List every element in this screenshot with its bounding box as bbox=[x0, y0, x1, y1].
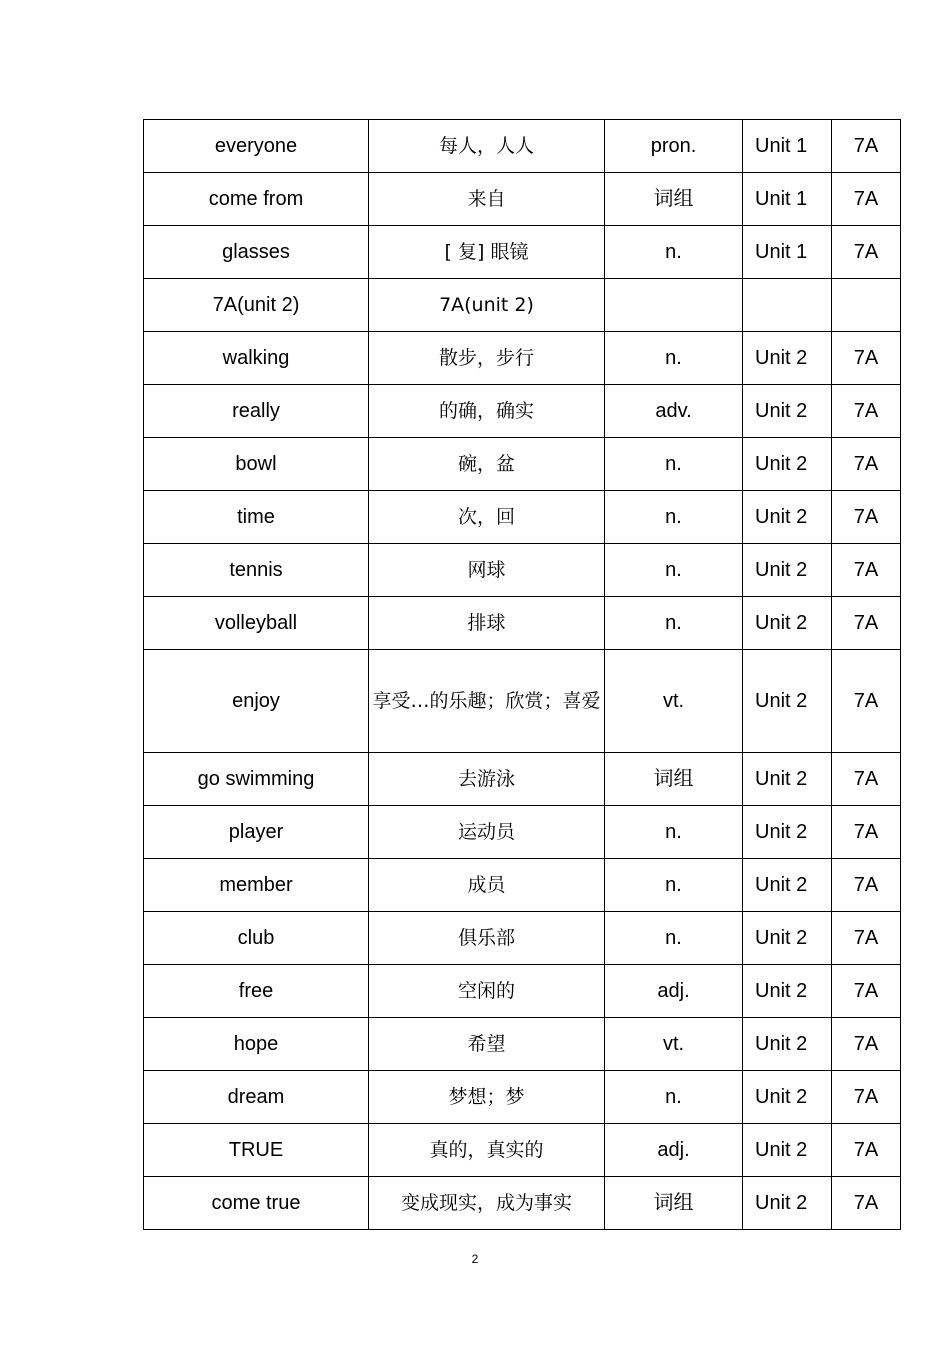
book-cell: 7A bbox=[832, 491, 901, 544]
meaning-cell: 次，回 bbox=[369, 491, 605, 544]
word-cell: tennis bbox=[144, 544, 369, 597]
part-of-speech-cell: n. bbox=[605, 491, 743, 544]
part-of-speech-cell: n. bbox=[605, 912, 743, 965]
part-of-speech-cell: n. bbox=[605, 859, 743, 912]
part-of-speech-cell: n. bbox=[605, 544, 743, 597]
unit-cell: Unit 2 bbox=[743, 912, 832, 965]
meaning-cell: 每人，人人 bbox=[369, 120, 605, 173]
unit-cell: Unit 1 bbox=[743, 173, 832, 226]
meaning-cell: 7A(unit 2) bbox=[369, 279, 605, 332]
part-of-speech-cell: adj. bbox=[605, 965, 743, 1018]
book-cell: 7A bbox=[832, 1018, 901, 1071]
word-cell: free bbox=[144, 965, 369, 1018]
unit-cell: Unit 2 bbox=[743, 859, 832, 912]
book-cell: 7A bbox=[832, 753, 901, 806]
meaning-cell: 散步，步行 bbox=[369, 332, 605, 385]
meaning-cell: 运动员 bbox=[369, 806, 605, 859]
meaning-cell: 俱乐部 bbox=[369, 912, 605, 965]
table-row bbox=[144, 226, 901, 279]
word-cell: glasses bbox=[144, 226, 369, 279]
book-cell: 7A bbox=[832, 120, 901, 173]
word-cell: really bbox=[144, 385, 369, 438]
part-of-speech-cell: vt. bbox=[605, 1018, 743, 1071]
table-row bbox=[144, 597, 901, 650]
book-cell: 7A bbox=[832, 385, 901, 438]
unit-cell: Unit 2 bbox=[743, 753, 832, 806]
book-cell: 7A bbox=[832, 1177, 901, 1230]
unit-cell: Unit 2 bbox=[743, 1124, 832, 1177]
book-cell: 7A bbox=[832, 650, 901, 753]
word-cell: 7A(unit 2) bbox=[144, 279, 369, 332]
table-row bbox=[144, 173, 901, 226]
book-cell: 7A bbox=[832, 806, 901, 859]
table-row bbox=[144, 859, 901, 912]
word-cell: everyone bbox=[144, 120, 369, 173]
meaning-cell: 梦想；梦 bbox=[369, 1071, 605, 1124]
book-cell: 7A bbox=[832, 226, 901, 279]
page-number: 2 bbox=[471, 1252, 479, 1266]
part-of-speech-cell: n. bbox=[605, 806, 743, 859]
unit-cell: Unit 2 bbox=[743, 965, 832, 1018]
meaning-cell: 成员 bbox=[369, 859, 605, 912]
word-cell: walking bbox=[144, 332, 369, 385]
word-cell: dream bbox=[144, 1071, 369, 1124]
table-row bbox=[144, 544, 901, 597]
meaning-cell: [ 复] 眼镜 bbox=[369, 226, 605, 279]
part-of-speech-cell: 词组 bbox=[605, 173, 743, 226]
table-row bbox=[144, 1177, 901, 1230]
word-cell: hope bbox=[144, 1018, 369, 1071]
part-of-speech-cell: 词组 bbox=[605, 753, 743, 806]
part-of-speech-cell: n. bbox=[605, 332, 743, 385]
unit-cell: Unit 1 bbox=[743, 120, 832, 173]
meaning-cell: 来自 bbox=[369, 173, 605, 226]
book-cell: 7A bbox=[832, 965, 901, 1018]
part-of-speech-cell: n. bbox=[605, 226, 743, 279]
unit-cell: Unit 2 bbox=[743, 650, 832, 753]
meaning-cell: 去游泳 bbox=[369, 753, 605, 806]
unit-cell: Unit 2 bbox=[743, 597, 832, 650]
unit-cell: Unit 2 bbox=[743, 491, 832, 544]
part-of-speech-cell: n. bbox=[605, 597, 743, 650]
book-cell: 7A bbox=[832, 438, 901, 491]
table-row bbox=[144, 279, 901, 332]
word-cell: player bbox=[144, 806, 369, 859]
word-cell: enjoy bbox=[144, 650, 369, 753]
table-row bbox=[144, 753, 901, 806]
part-of-speech-cell: pron. bbox=[605, 120, 743, 173]
part-of-speech-cell bbox=[605, 279, 743, 332]
unit-cell: Unit 1 bbox=[743, 226, 832, 279]
word-cell: come true bbox=[144, 1177, 369, 1230]
book-cell bbox=[832, 279, 901, 332]
unit-cell: Unit 2 bbox=[743, 332, 832, 385]
book-cell: 7A bbox=[832, 1124, 901, 1177]
word-cell: member bbox=[144, 859, 369, 912]
meaning-cell: 网球 bbox=[369, 544, 605, 597]
book-cell: 7A bbox=[832, 544, 901, 597]
table-row bbox=[144, 965, 901, 1018]
meaning-cell: 碗，盆 bbox=[369, 438, 605, 491]
table-row bbox=[144, 120, 901, 173]
unit-cell: Unit 2 bbox=[743, 385, 832, 438]
unit-cell bbox=[743, 279, 832, 332]
unit-cell: Unit 2 bbox=[743, 1071, 832, 1124]
book-cell: 7A bbox=[832, 912, 901, 965]
table-row bbox=[144, 491, 901, 544]
word-cell: TRUE bbox=[144, 1124, 369, 1177]
vocabulary-table-body bbox=[144, 120, 901, 1230]
book-cell: 7A bbox=[832, 332, 901, 385]
meaning-cell: 真的，真实的 bbox=[369, 1124, 605, 1177]
vocabulary-table bbox=[143, 119, 901, 1230]
book-cell: 7A bbox=[832, 173, 901, 226]
unit-cell: Unit 2 bbox=[743, 806, 832, 859]
unit-cell: Unit 2 bbox=[743, 1018, 832, 1071]
part-of-speech-cell: 词组 bbox=[605, 1177, 743, 1230]
meaning-cell: 希望 bbox=[369, 1018, 605, 1071]
word-cell: bowl bbox=[144, 438, 369, 491]
part-of-speech-cell: n. bbox=[605, 1071, 743, 1124]
table-row bbox=[144, 1018, 901, 1071]
meaning-cell: 的确，确实 bbox=[369, 385, 605, 438]
book-cell: 7A bbox=[832, 1071, 901, 1124]
meaning-cell: 享受…的乐趣；欣赏；喜爱 bbox=[369, 650, 605, 753]
unit-cell: Unit 2 bbox=[743, 438, 832, 491]
unit-cell: Unit 2 bbox=[743, 544, 832, 597]
book-cell: 7A bbox=[832, 597, 901, 650]
word-cell: volleyball bbox=[144, 597, 369, 650]
part-of-speech-cell: vt. bbox=[605, 650, 743, 753]
word-cell: come from bbox=[144, 173, 369, 226]
word-cell: go swimming bbox=[144, 753, 369, 806]
meaning-cell: 排球 bbox=[369, 597, 605, 650]
table-row bbox=[144, 912, 901, 965]
table-row bbox=[144, 650, 901, 753]
table-row bbox=[144, 438, 901, 491]
table-row bbox=[144, 385, 901, 438]
table-row bbox=[144, 1071, 901, 1124]
unit-cell: Unit 2 bbox=[743, 1177, 832, 1230]
meaning-cell: 空闲的 bbox=[369, 965, 605, 1018]
table-row bbox=[144, 332, 901, 385]
table-row bbox=[144, 806, 901, 859]
table-row bbox=[144, 1124, 901, 1177]
book-cell: 7A bbox=[832, 859, 901, 912]
part-of-speech-cell: n. bbox=[605, 438, 743, 491]
part-of-speech-cell: adv. bbox=[605, 385, 743, 438]
word-cell: time bbox=[144, 491, 369, 544]
word-cell: club bbox=[144, 912, 369, 965]
part-of-speech-cell: adj. bbox=[605, 1124, 743, 1177]
meaning-cell: 变成现实，成为事实 bbox=[369, 1177, 605, 1230]
